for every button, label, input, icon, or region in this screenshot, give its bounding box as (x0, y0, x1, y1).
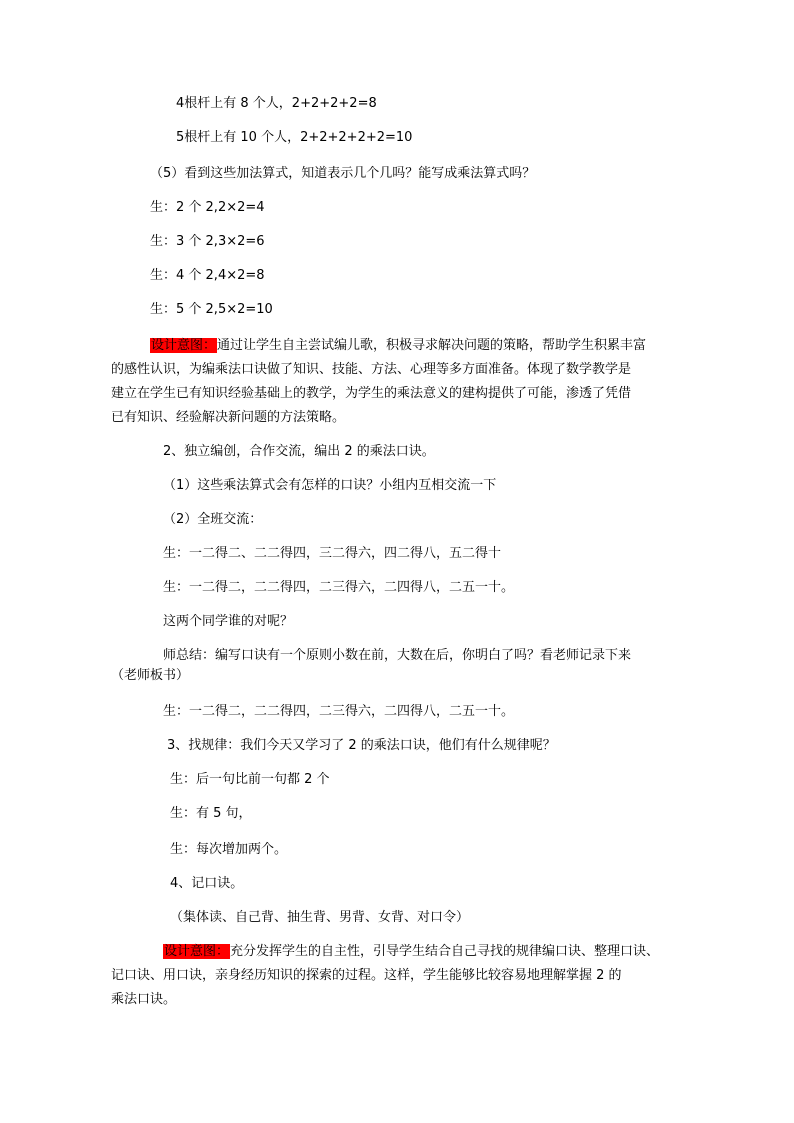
question-line: （5）看到这些加法算式，知道表示几个几吗？能写成乘法算式吗？ (150, 166, 536, 181)
section-title: 4、记口诀。 (170, 876, 244, 891)
design-intent-text: 的感性认识，为编乘法口诀做了知识、技能、方法、心理等多方面准备。体现了数学教学是 (111, 362, 632, 377)
design-intent-text: 已有知识、经验解决新问题的方法策略。 (111, 410, 346, 425)
teacher-summary: 师总结：编写口诀有一个原则小数在前，大数在后，你明白了吗？看老师记录下来 (163, 648, 632, 663)
design-intent-text: 记口诀、用口诀，亲身经历知识的探索的过程。这样，学生能够比较容易地理解掌握 2 的 (111, 968, 622, 983)
text-line: 4根杆上有 8 个人，2+2+2+2=8 (176, 96, 377, 111)
design-intent-label: 设计意图： (151, 338, 217, 353)
answer-line: 生：4 个 2,4×2=8 (150, 268, 265, 283)
text-line: 5根杆上有 10 个人，2+2+2+2+2=10 (176, 130, 413, 145)
design-intent-text: 建立在学生已有知识经验基础上的教学，为学生的乘法意义的建构提供了可能，渗透了凭借 (111, 386, 632, 401)
design-intent-text: 充分发挥学生的自主性，引导学生结合自己寻找的规律编口诀、整理口诀、 (230, 944, 660, 959)
teacher-summary: （老师板书） (111, 668, 190, 683)
answer-line: 生：3 个 2,3×2=6 (150, 234, 265, 249)
design-intent-text: 通过让学生自主尝试编儿歌，积极寻求解决问题的策略，帮助学生积累丰富 (217, 338, 647, 353)
methods-line: （集体读、自己背、抽生背、男背、女背、对口令） (170, 910, 470, 925)
design-intent-label: 设计意图： (164, 944, 230, 959)
design-intent-paragraph-1 (150, 338, 646, 354)
answer-line: 生：5 个 2,5×2=10 (150, 302, 273, 317)
answer-line: 生：后一句比前一句都 2 个 (170, 772, 330, 787)
answer-line: 生：一二得二，二二得四，二三得六，二四得八，二五一十。 (163, 580, 515, 595)
answer-line: 生：一二得二，二二得四，二三得六，二四得八，二五一十。 (163, 704, 515, 719)
section-title: 3、找规律：我们今天又学习了 2 的乘法口诀，他们有什么规律呢？ (167, 738, 556, 753)
question-line: （1）这些乘法算式会有怎样的口诀？小组内互相交流一下 (163, 478, 497, 493)
answer-line: 生：有 5 句， (170, 806, 252, 821)
question-line: （2）全班交流： (163, 512, 263, 527)
design-intent-paragraph-2 (163, 944, 659, 960)
design-intent-text: 乘法口诀。 (111, 992, 177, 1007)
answer-line: 生：每次增加两个。 (170, 842, 288, 857)
question-line: 这两个同学谁的对呢？ (163, 614, 294, 629)
answer-line: 生：一二得二、二二得四，三二得六，四二得八，五二得十 (163, 546, 502, 561)
answer-line: 生：2 个 2,2×2=4 (150, 200, 265, 215)
section-title: 2、独立编创，合作交流，编出 2 的乘法口诀。 (163, 444, 435, 459)
